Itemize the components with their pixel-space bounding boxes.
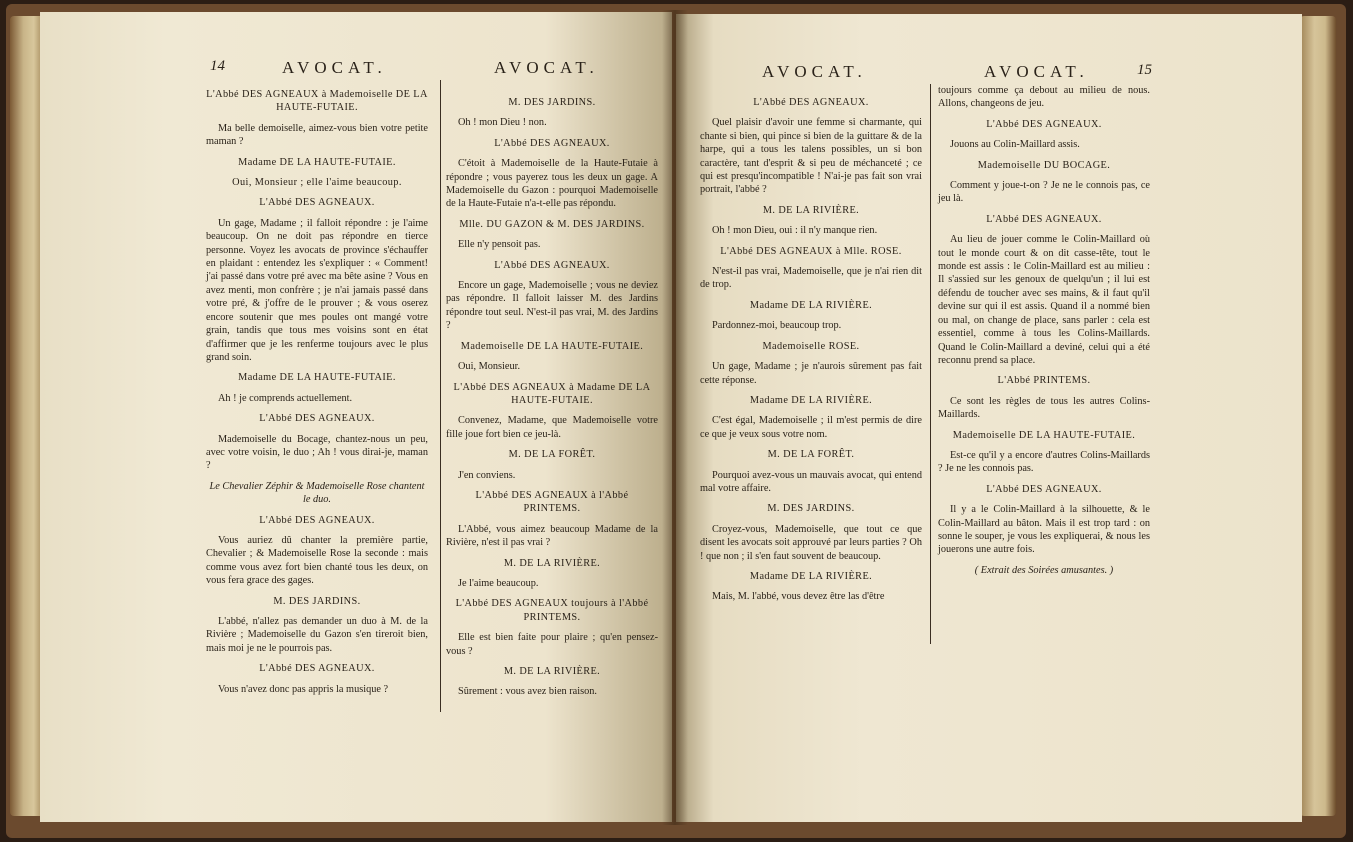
left-running-head-1: AVOCAT. bbox=[282, 58, 387, 77]
right-running-head-2: AVOCAT. bbox=[984, 62, 1089, 81]
right-page-number: 15 bbox=[1137, 62, 1152, 78]
speaker-line: M. DE LA RIVIÈRE. bbox=[762, 204, 860, 216]
speaker-line: L'Abbé DES AGNEAUX. bbox=[986, 118, 1102, 130]
speaker-line: L'Abbé DES AGNEAUX. bbox=[753, 97, 869, 108]
speaker-line: L'Abbé DES AGNEAUX à Mlle. ROSE. bbox=[720, 245, 902, 257]
column-rule-right bbox=[930, 84, 931, 644]
dialogue-paragraph: Oh ! mon Dieu, oui : il n'y manque rien. bbox=[712, 225, 878, 237]
speaker-line: L'Abbé PRINTEMS. bbox=[997, 375, 1091, 387]
speaker-line: M. DE LA RIVIÈRE. bbox=[503, 557, 601, 569]
dialogue-paragraph: Quel plaisir d'avoir une femme si charmante, qui chante si bien, qui pince si bien de la guittare & de la harpe, qui a tous les talens possibles, un si bon caractère, tant d'esprit & si peu de méchanceté ; ce qui est presqu'incompatible ! N'ai-je pas fait son vrai portrait, l'abbé ? bbox=[700, 117, 922, 196]
speaker-line: L'Abbé DES AGNEAUX. bbox=[259, 514, 375, 526]
speaker-line: M. DE LA FORÊT. bbox=[767, 449, 855, 461]
dialogue-paragraph: Elle est bien faite pour plaire ; qu'en pensez-vous ? bbox=[446, 632, 658, 657]
speaker-line: M. DES JARDINS. bbox=[273, 595, 361, 607]
dialogue-paragraph: Croyez-vous, Mademoiselle, que tout ce que disent les avocats soit approuvé par leurs parties ? Oh ! que non ; il s'en faut souvent de beaucoup. bbox=[700, 523, 922, 562]
dialogue-paragraph: Vous auriez dû chanter la première partie, Chevalier ; & Mademoiselle Rose la seconde : mais comme vous avez fort bien chanté tous les deux, on vous fera grace des gages. bbox=[206, 534, 428, 587]
speaker-line: Mademoiselle DU BOCAGE. bbox=[977, 159, 1111, 171]
speaker-line: Oui, Monsieur ; elle l'aime beaucoup. bbox=[232, 177, 402, 189]
dialogue-paragraph: N'est-il pas vrai, Mademoiselle, que je n'ai rien dit de trop. bbox=[700, 266, 922, 291]
speaker-line: Mademoiselle DE LA HAUTE-FUTAIE. bbox=[460, 340, 644, 352]
dialogue-paragraph: Un gage, Madame ; je n'aurois sûrement pas fait cette réponse. bbox=[700, 361, 922, 386]
dialogue-paragraph: Est-ce qu'il y a encore d'autres Colins-Maillards ? Je ne les connois pas. bbox=[938, 449, 1150, 475]
dialogue-paragraph: J'en conviens. bbox=[458, 469, 516, 481]
book-gutter bbox=[662, 10, 688, 825]
speaker-line: M. DE LA RIVIÈRE. bbox=[503, 666, 601, 677]
stage-direction: Le Chevalier Zéphir & Mademoiselle Rose chantent le duo. bbox=[209, 480, 425, 506]
speaker-line: Madame DE LA RIVIÈRE. bbox=[749, 394, 873, 406]
left-page-column-2 bbox=[446, 96, 658, 706]
dialogue-paragraph: Ma belle demoiselle, aimez-vous bien votre petite maman ? bbox=[206, 122, 428, 148]
dialogue-paragraph: Jouons au Colin-Maillard assis. bbox=[950, 139, 1080, 151]
dialogue-paragraph: Un gage, Madame ; il falloit répondre : je l'aime beaucoup. On ne doit pas répondre en tierce personne. Voyez les avocats de province s'échauffer en plaidant : entendez les s'expliquer : « Comment! j'ai passé dans votre pré avec ma bête asine ? Vous en avez menti, mon confrère ; je n'ai jamais passé dans votre pré, & j'offre de le prouver ; & vous oserez encore soutenir que mes poules ont mangé votre grain, tandis que tous mes voisins sont en état d'affirmer que je les renferme toujours avec le plus grand soin. bbox=[206, 217, 428, 363]
dialogue-paragraph: Pourquoi avez-vous un mauvais avocat, qui entend mal votre affaire. bbox=[700, 469, 922, 494]
speaker-line: L'Abbé DES AGNEAUX. bbox=[986, 483, 1102, 495]
speaker-line: L'Abbé DES AGNEAUX. bbox=[494, 137, 610, 149]
speaker-line: L'Abbé DES AGNEAUX à Mademoiselle DE LA HAUTE-FUTAIE. bbox=[206, 89, 428, 114]
speaker-line: L'Abbé DES AGNEAUX à Madame DE LA HAUTE-FUTAIE. bbox=[453, 381, 651, 406]
dialogue-paragraph: Convenez, Madame, que Mademoiselle votre fille joue fort bien ce jeu-là. bbox=[446, 415, 658, 440]
speaker-line: L'Abbé DES AGNEAUX toujours à l'Abbé PRINTEMS. bbox=[455, 598, 649, 623]
dialogue-paragraph: Mais, M. l'abbé, vous devez être las d'être bbox=[712, 591, 885, 603]
left-running-head-2: AVOCAT. bbox=[494, 58, 599, 77]
dialogue-paragraph: Je l'aime beaucoup. bbox=[458, 577, 539, 589]
stage-direction: ( Extrait des Soirées amusantes. ) bbox=[974, 564, 1114, 576]
speaker-line: M. DES JARDINS. bbox=[767, 503, 855, 515]
dialogue-paragraph: Mademoiselle du Bocage, chantez-nous un peu, avec votre voisin, le duo ; Ah ! vous dirai-je, maman ? bbox=[206, 433, 428, 472]
speaker-line: L'Abbé DES AGNEAUX. bbox=[259, 413, 375, 425]
speaker-line: Mademoiselle DE LA HAUTE-FUTAIE. bbox=[952, 429, 1136, 441]
dialogue-paragraph: Encore un gage, Mademoiselle ; vous ne deviez pas répondre. Il falloit laisser M. des Jardins répondre tout seul. N'est-il pas vrai, M. des Jardins ? bbox=[446, 280, 658, 332]
dialogue-paragraph: Oh ! mon Dieu ! non. bbox=[458, 117, 547, 129]
right-page-column-1 bbox=[700, 96, 922, 611]
dialogue-paragraph: Ce sont les règles de tous les autres Colins-Maillards. bbox=[938, 395, 1150, 421]
dialogue-paragraph: L'Abbé, vous aimez beaucoup Madame de la Rivière, n'est il pas vrai ? bbox=[446, 523, 658, 549]
speaker-line: Mlle. DU GAZON & M. DES JARDINS. bbox=[459, 218, 645, 230]
left-page-number: 14 bbox=[210, 58, 225, 74]
dialogue-paragraph: Elle n'y pensoit pas. bbox=[458, 239, 541, 251]
speaker-line: Madame DE LA RIVIÈRE. bbox=[749, 570, 873, 582]
right-running-head-1: AVOCAT. bbox=[762, 62, 867, 81]
dialogue-paragraph: Sûrement : vous avez bien raison. bbox=[458, 686, 597, 698]
dialogue-paragraph: Pardonnez-moi, beaucoup trop. bbox=[712, 320, 842, 332]
page-edges-left bbox=[10, 16, 44, 816]
dialogue-paragraph: L'abbé, n'allez pas demander un duo à M. de la Rivière ; Mademoiselle du Gazon s'en tireroit bien, mais moi je ne le pourrois pas. bbox=[206, 616, 428, 654]
dialogue-paragraph: Vous n'avez donc pas appris la musique ? bbox=[218, 683, 389, 695]
right-page-column-2 bbox=[938, 84, 1150, 584]
dialogue-paragraph: Comment y joue-t-on ? Je ne le connois pas, ce jeu là. bbox=[938, 180, 1150, 205]
speaker-line: Madame DE LA HAUTE-FUTAIE. bbox=[238, 372, 396, 384]
dialogue-paragraph: Il y a le Colin-Maillard à la silhouette, & le Colin-Maillard au bâton. Mais il est trop tard : on sonne le souper, je vous les expliquerai, & nous les jouerons une autre fois. bbox=[938, 504, 1150, 556]
dialogue-paragraph: Ah ! je comprends actuellement. bbox=[218, 392, 353, 404]
speaker-line: L'Abbé DES AGNEAUX. bbox=[259, 197, 375, 209]
dialogue-paragraph: Oui, Monsieur. bbox=[458, 361, 521, 373]
left-page-column-1 bbox=[206, 88, 428, 703]
speaker-line: L'Abbé DES AGNEAUX. bbox=[494, 259, 610, 271]
speaker-line: L'Abbé DES AGNEAUX. bbox=[986, 213, 1102, 225]
column-rule-left bbox=[440, 80, 441, 712]
page-edges-right bbox=[1300, 16, 1336, 816]
dialogue-paragraph: toujours comme ça debout au milieu de nous. Allons, changeons de jeu. bbox=[938, 85, 1150, 110]
speaker-line: L'Abbé DES AGNEAUX. bbox=[259, 663, 375, 675]
speaker-line: Mademoiselle ROSE. bbox=[762, 340, 860, 352]
dialogue-paragraph: Au lieu de jouer comme le Colin-Maillard où tout le monde court & on dit casse-tête, tout le monde est assis : le Colin-Maillard est au milieu : Il s'assied sur les genoux de quelqu'un ; il lui est défendu de toucher avec ses mains, & il faut qu'il devine sur qui il est assis. Quand il a nommé bien ou mal, on change de place, sans parler : cela est essentiel, comme à tous les Colins-Maillards. Quand le Colin-Maillard a deviné, celui qui a été reconnu prend sa place. bbox=[938, 234, 1150, 366]
speaker-line: M. DE LA FORÊT. bbox=[508, 449, 596, 461]
speaker-line: Madame DE LA HAUTE-FUTAIE. bbox=[238, 156, 396, 168]
speaker-line: Madame DE LA RIVIÈRE. bbox=[749, 299, 873, 311]
dialogue-paragraph: C'est égal, Mademoiselle ; il m'est permis de dire ce que je veux sous votre nom. bbox=[700, 415, 922, 440]
speaker-line: L'Abbé DES AGNEAUX à l'Abbé PRINTEMS. bbox=[475, 489, 629, 515]
dialogue-paragraph: C'étoit à Mademoiselle de la Haute-Futaie à répondre ; vous payerez tous les deux un gage. A Mademoiselle du Gazon : pourquoi Mademoiselle de la Haute-Futaie n'a-t-elle pas répondu. bbox=[446, 158, 658, 210]
speaker-line: M. DES JARDINS. bbox=[508, 97, 596, 108]
